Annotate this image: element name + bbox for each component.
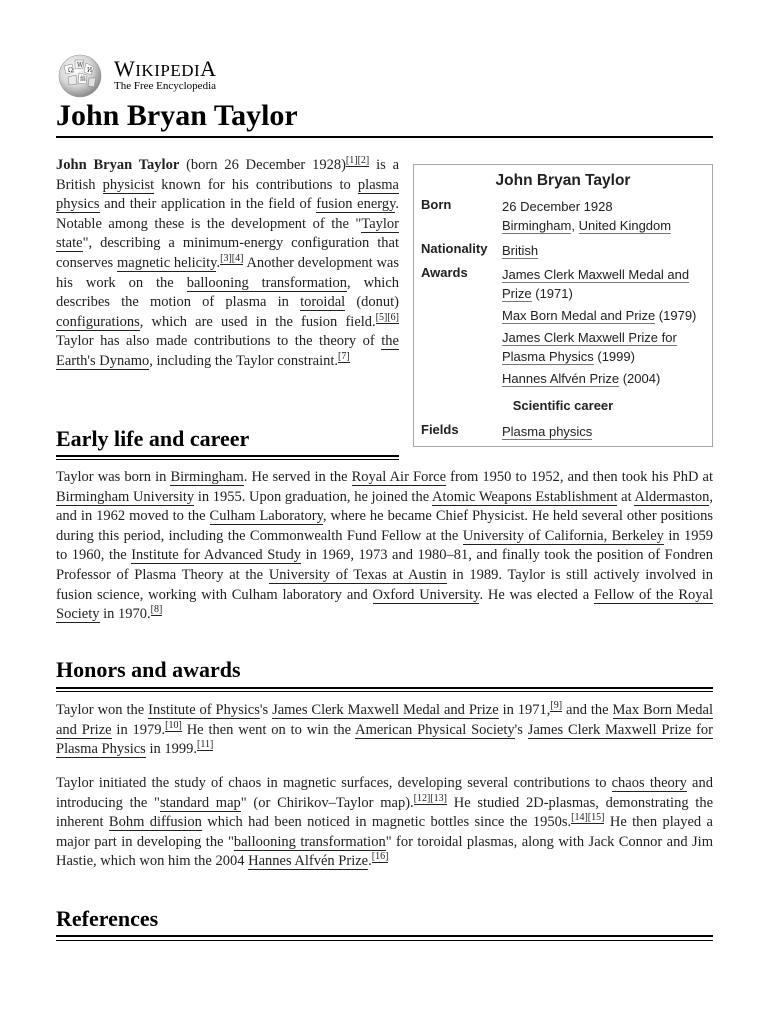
heading-rule [56,459,399,460]
body-text: " for toroidal plasmas, along with Jack Connor and Jim Hastie, which won him the 2004 [56,833,713,870]
fellow-royal-society-link[interactable]: Fellow of the Royal Society [56,586,713,623]
body-text: , and in 1962 moved to the [56,488,713,525]
honors-paragraph-1 [56,701,713,760]
atomic-weapons-establishment-link[interactable]: Atomic Weapons Establishment [432,488,618,505]
infobox-value-born [502,197,712,238]
infobox [413,164,713,447]
jcm-prize-plasma-body-link[interactable]: James Clerk Maxwell Prize for Plasma Physics [56,721,713,758]
ref-8-link[interactable]: [8] [150,604,163,616]
taylor-state-link[interactable]: Taylor state [56,215,399,252]
ref-11-link[interactable]: [11] [196,739,214,751]
svg-text:W: W [77,62,84,69]
born-place-sep: , [571,218,579,233]
ref-15-link[interactable]: [15] [587,812,605,824]
culham-laboratory-link[interactable]: Culham Laboratory [209,508,323,525]
royal-air-force-link[interactable]: Royal Air Force [351,469,447,485]
lead-text: ", describing a minimum-energy configuration that conserves [56,235,399,271]
body-text: " (or Chirikov–Taylor map). [240,794,414,811]
svg-text:И: И [87,67,93,74]
body-text: in 1955. Upon graduation, he joined the [194,488,432,505]
standard-map-link[interactable]: standard map [159,794,241,811]
honors-paragraph-2 [56,774,713,872]
wordmark-first: W [114,56,136,81]
lead-text: Another development was his work on the [56,254,400,291]
ref-4-link[interactable]: [4] [231,252,244,264]
wikipedia-tagline: The Free Encyclopedia [114,80,217,92]
ballooning-transformation-body-link[interactable]: ballooning transformation [233,833,386,850]
body-text: . He was elected a [479,586,594,603]
body-text: He then went on to win the [181,721,356,738]
svg-text:Ω: Ω [68,67,73,74]
body-text: in 1999. [145,741,197,758]
body-text: Taylor initiated the study of chaos in magnetic surfaces, developing several contributions to [56,775,612,791]
body-text: He then played a major part in developing the " [56,814,713,850]
uc-berkeley-link[interactable]: University of California, Berkeley [462,527,664,544]
oxford-university-link[interactable]: Oxford University [372,586,480,603]
lead-text: . Notable among these is the development of the " [56,196,400,232]
birmingham-body-link[interactable]: Birmingham [170,469,244,485]
body-text: which had been noticed in magnetic bottles since the 1950s. [201,814,572,831]
max-born-medal-link[interactable]: Max Born Medal and Prize [502,308,656,323]
body-text: and introducing the " [56,775,713,811]
infobox-label-fields: Fields [421,422,459,437]
infobox-value-awards [502,265,712,391]
wikipedia-wordmark[interactable] [114,56,217,82]
body-text: He studied 2D-plasmas, demonstrating the inherent [56,794,714,831]
british-link[interactable]: British [502,243,539,258]
born-place [502,216,712,235]
wikipedia-globe-icon[interactable] [56,54,104,98]
award-year: (1999) [593,349,635,364]
heading-early-life: Early life and career [56,426,250,451]
body-text: at [617,488,635,505]
ref-16-link[interactable]: [16] [371,851,389,863]
jcm-prize-plasma-link[interactable]: James Clerk Maxwell Prize for Plasma Physics [502,330,677,364]
wordmark-last: A [200,56,217,81]
body-text: from 1950 to 1952, and then took his PhD at [446,469,713,485]
heading-references: References [56,906,159,931]
infobox-value-fields [502,422,712,441]
fusion-energy-link[interactable]: fusion energy [316,196,396,213]
infobox-label-awards: Awards [421,265,468,280]
plasma-physics-link[interactable]: plasma physics [56,176,399,213]
award-item [502,306,712,325]
body-text: in 1959 to 1960, the [56,527,713,564]
infobox-label-born: Born [421,197,452,212]
ref-14-link[interactable]: [14] [571,812,588,824]
infobox-title: John Bryan Taylor [495,172,631,189]
ballooning-transformation-link[interactable]: ballooning transformation [186,274,348,291]
magnetic-helicity-link[interactable]: magnetic helicity [116,254,217,271]
body-text: in 1969, 1973 and 1980–81, and finally took the position of Fondren Professor of Plasma Theory at the [56,547,713,583]
ref-10-link[interactable]: [10] [165,719,182,731]
award-item [502,369,712,388]
lead-text: known for his contributions to [154,176,358,193]
lead-paragraph [56,156,399,372]
ref-9-link[interactable]: [9] [550,700,563,711]
ref-6-link[interactable]: [6] [387,311,399,323]
heading-rule [56,455,399,457]
chaos-theory-link[interactable]: chaos theory [611,775,687,791]
ref-1-link[interactable]: [1] [345,155,358,166]
earths-dynamo-link[interactable]: the Earth's Dynamo [56,333,399,369]
award-year: (1979) [655,308,697,323]
body-text: Taylor was born in [56,469,171,485]
infobox-label-nationality: Nationality [421,241,488,256]
wordmark-rest: IKIPEDI [135,61,201,80]
toroidal-link[interactable]: toroidal [300,294,346,311]
infobox-header-career: Scientific career [512,398,614,413]
lead-text: , which are used in the fusion field. [139,313,376,330]
body-text: 's [514,721,528,738]
heading-rule [56,940,713,941]
body-text: in 1989. Taylor is still actively involved in fusion science, working with Culham laboratory and [56,566,713,603]
heading-rule [56,687,713,689]
max-born-body-link[interactable]: Max Born Medal and Prize [56,702,714,738]
award-year: (2004) [619,371,661,386]
lead-text: (born 26 December 1928) [179,157,346,173]
aldermaston-link[interactable]: Aldermaston [634,488,710,505]
early-life-paragraph [56,468,713,625]
body-text: . [368,853,372,870]
born-date: 26 December 1928 [502,199,613,214]
hannes-alfven-prize-link[interactable]: Hannes Alfvén Prize [502,371,620,386]
svg-text:維: 維 [80,76,87,83]
body-text: and the [562,702,613,718]
lead-subject-name: John Bryan Taylor [56,157,180,173]
birmingham-university-link[interactable]: Birmingham University [56,488,195,505]
ref-3-link[interactable]: [3] [220,252,232,264]
jcm-medal-link[interactable]: James Clerk Maxwell Medal and Prize [502,267,690,301]
physicist-link[interactable]: physicist [102,176,155,193]
heading-rule [56,935,713,937]
lead-text: , including the Taylor constraint. [149,352,339,369]
page-title: John Bryan Taylor [56,96,713,138]
ref-12-link[interactable]: [12] [413,792,431,804]
configurations-link[interactable]: configurations [56,313,140,330]
institute-of-physics-link[interactable]: Institute of Physics [148,702,260,718]
lead-text: is a British [56,157,400,193]
ref-13-link[interactable]: [13] [430,792,448,804]
jcm-medal-body-link[interactable]: James Clerk Maxwell Medal and Prize [272,702,499,718]
award-year: (1971) [531,286,573,301]
ut-austin-link[interactable]: University of Texas at Austin [268,566,447,583]
birmingham-link[interactable]: Birmingham [502,218,572,233]
ref-5-link[interactable]: [5] [375,311,388,323]
bohm-diffusion-link[interactable]: Bohm diffusion [108,814,202,831]
body-text: , where he became Chief Physicist. He held several other positions during this period, including the Commonwealth Fund Fellow at the [56,508,714,544]
heading-honors: Honors and awards [56,657,241,682]
lead-text: Taylor has also made contributions to the theory of [56,333,382,350]
heading-rule [56,691,713,692]
lead-text: and their application in the field of [99,196,317,213]
lead-text: (donut) [345,294,400,311]
institute-advanced-study-link[interactable]: Institute for Advanced Study [131,547,302,564]
body-text: in 1970. [99,606,151,623]
plasma-physics-field-link[interactable]: Plasma physics [502,424,593,439]
site-header[interactable] [56,54,356,100]
body-text: 's [259,702,273,718]
lead-text: , which describes the motion of plasma in [56,274,400,311]
united-kingdom-link[interactable]: United Kingdom [578,218,672,233]
body-text: Taylor won the [56,702,149,718]
body-text: . He served in the [243,469,352,485]
ref-7-link[interactable]: [7] [338,350,350,362]
american-physical-society-link[interactable]: American Physical Society [355,721,515,738]
hannes-alfven-prize-body-link[interactable]: Hannes Alfvén Prize [248,853,369,870]
body-text: in 1971, [498,702,551,718]
lead-text: . [216,254,221,271]
body-text: in 1979. [111,721,166,738]
award-item [502,265,712,303]
ref-2-link[interactable]: [2] [357,155,370,166]
award-item [502,328,712,366]
infobox-value-nationality [502,241,712,260]
